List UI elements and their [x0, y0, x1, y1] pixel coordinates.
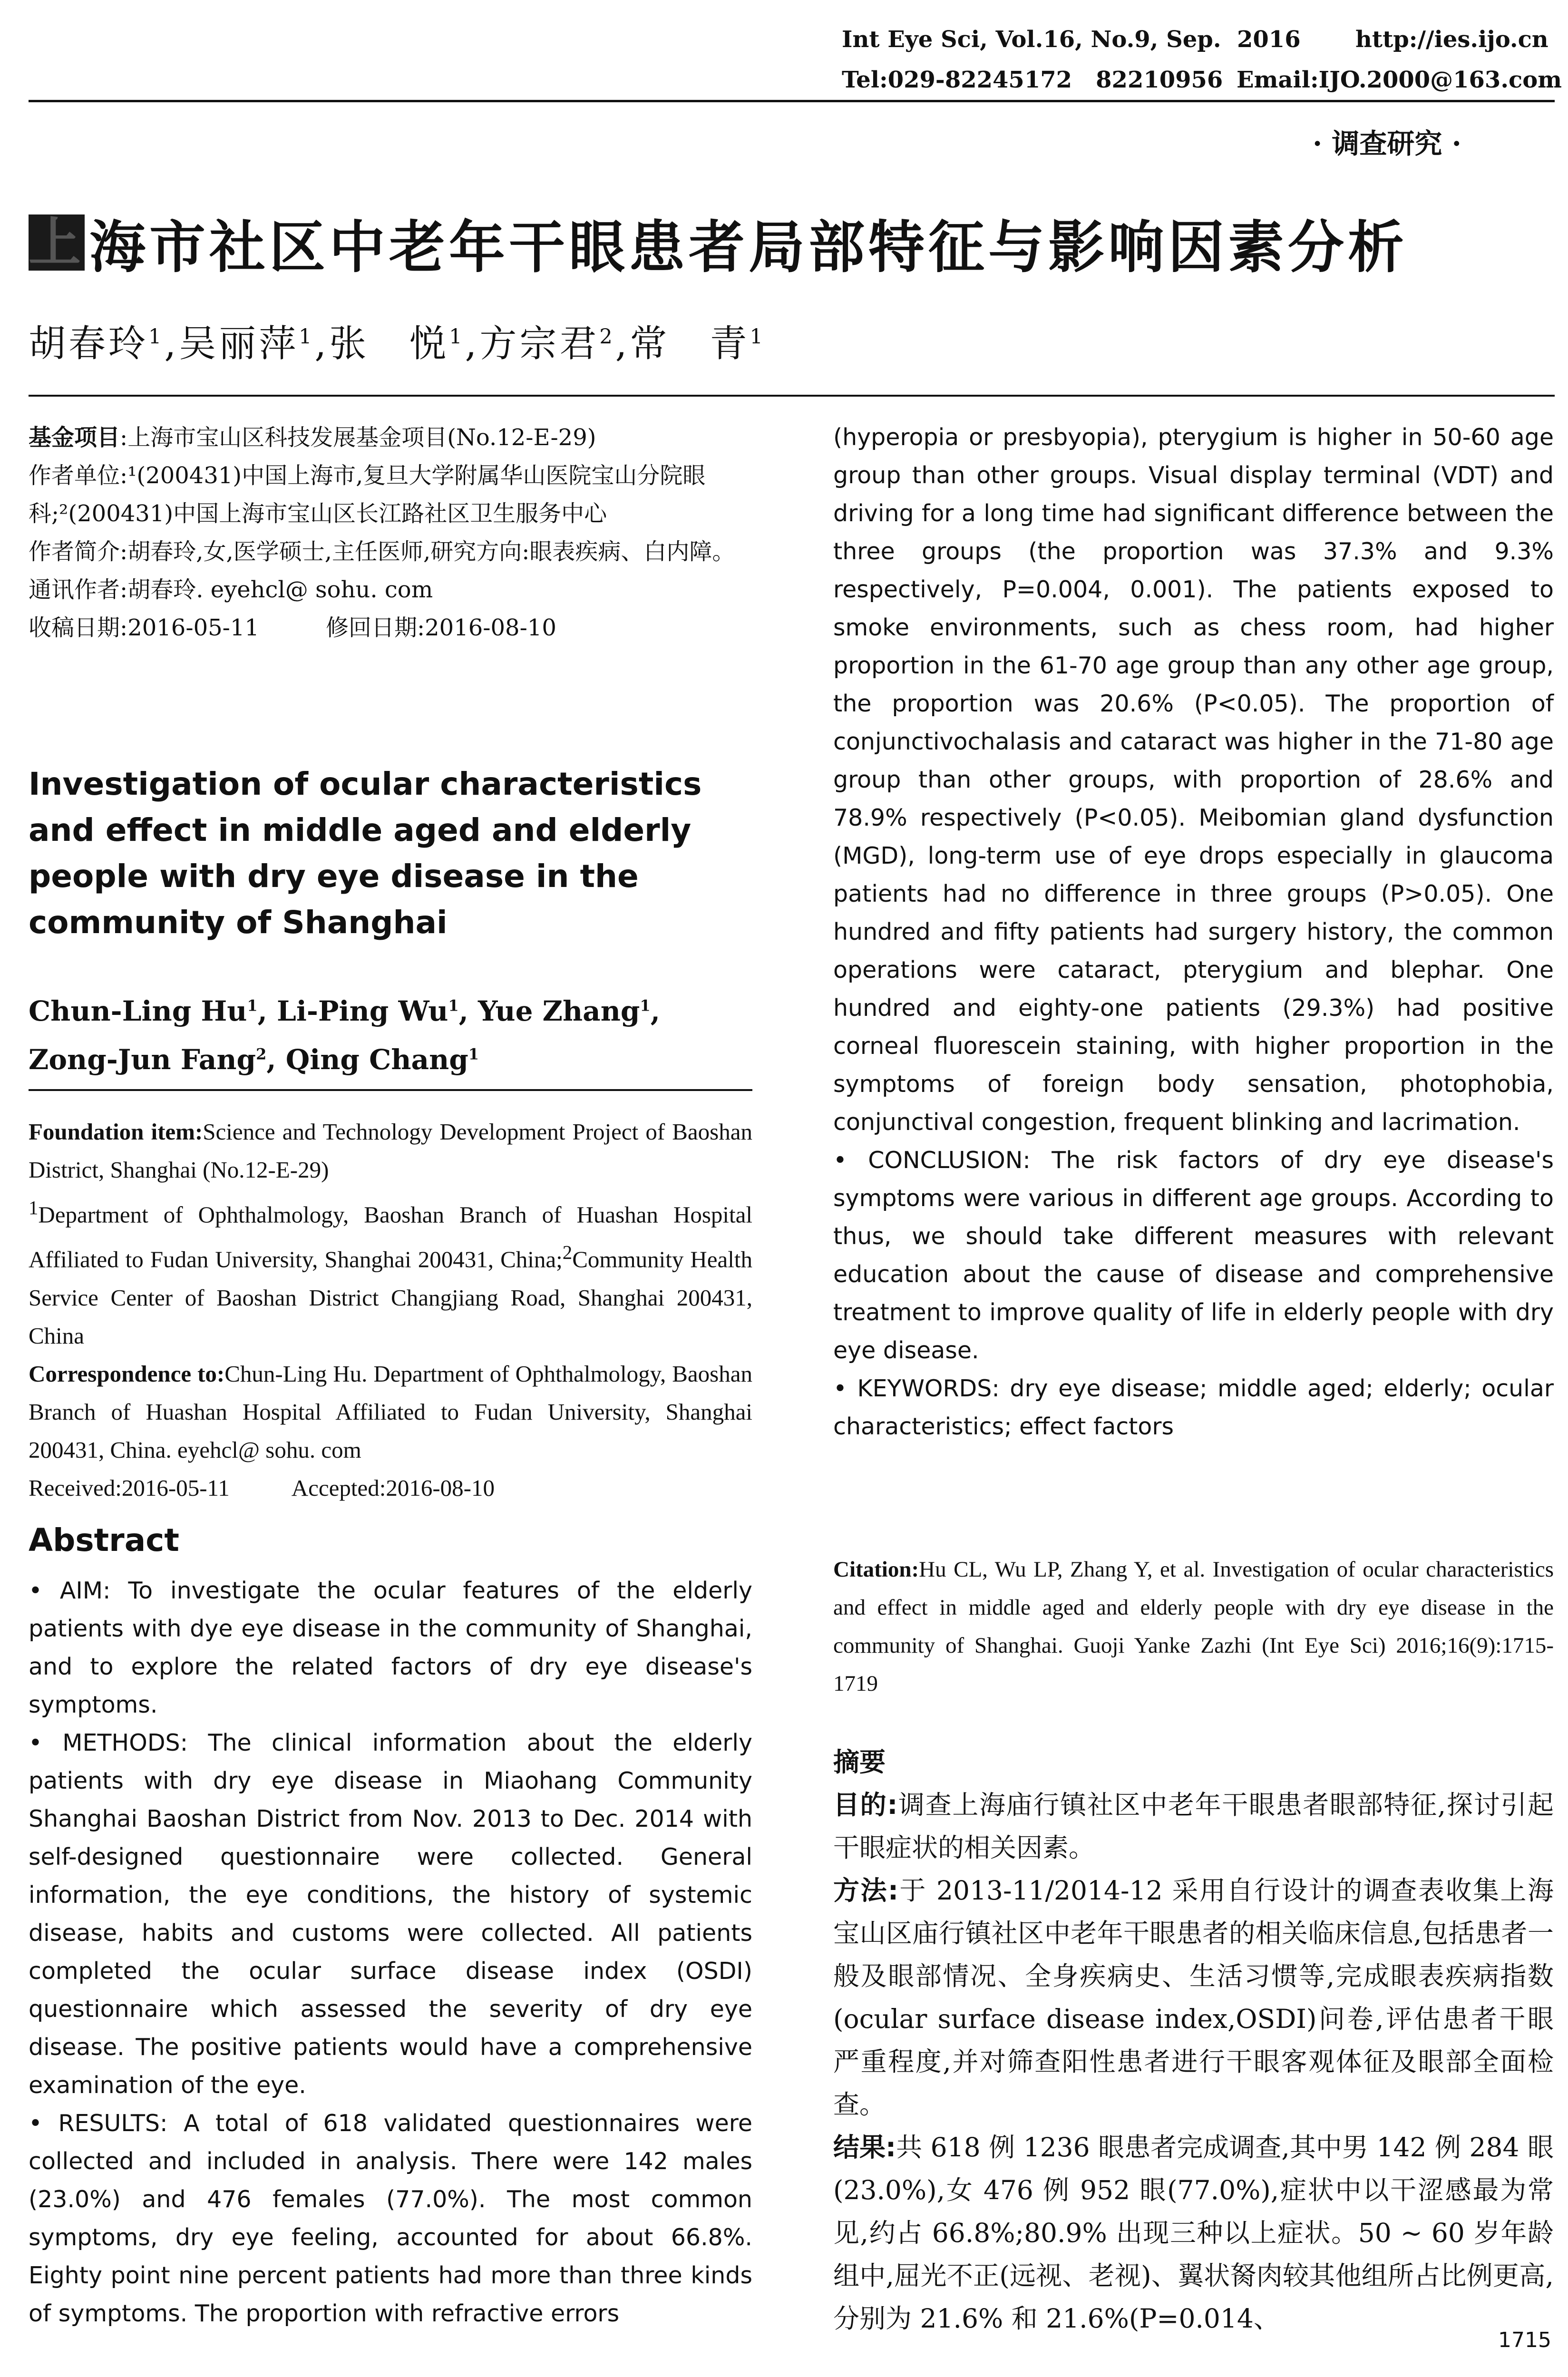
author-zh-sup-3: 2	[599, 325, 615, 349]
abstract-keywords: • KEYWORDS: dry eye disease; middle aged; elderly; ocular characteristics; effect factors	[833, 1375, 1554, 1440]
author-zh-1: 吴丽萍$^1$	[179, 322, 315, 365]
journal-tel: Tel:029-82245172 82210956	[842, 67, 1223, 93]
journal-email[interactable]: Email:IJO.2000@163.com	[1237, 67, 1562, 93]
section-tag: · 调查研究 ·	[1313, 127, 1461, 160]
author-en-sup-1: 1	[448, 997, 459, 1015]
foundation-en: Foundation item:Science and Technology Development Project of Baoshan District, Shanghai (No.12-E-29)	[29, 1119, 752, 1183]
author-en-sup-2: 1	[640, 997, 651, 1015]
author-en-2: Yue Zhang$^1$	[478, 995, 651, 1028]
dates-zh: 收稿日期:2016-05-11 修回日期:2016-08-10	[29, 614, 556, 641]
title-drop-cap: 上	[29, 212, 85, 273]
page-number: 1715	[1498, 2328, 1551, 2352]
title-en: Investigation of ocular characteristics and effect in middle aged and elderly people with dry eye disease in the community of Shanghai	[29, 766, 702, 941]
citation-label: Citation:	[833, 1557, 919, 1582]
foundation-zh: 基金项目:上海市宝山区科技发展基金项目(No.12-E-29)	[29, 424, 596, 451]
abstract-zh	[833, 1741, 1554, 2340]
abstract-zh-results: 结果:共 618 例 1236 眼患者完成调查,其中男 142 例 284 眼(23.0%),女 476 例 952 眼(77.0%),症状中以干涩感最为常见,约占 66.8%;80.9% 出现三种以上症状。50 ~ 60 岁年龄组中,屈光不正(远视、老视)、翼状胬肉较其他组所占比例更高,分别为 21.6% 和 21.6%(P=0.014、	[833, 2132, 1554, 2334]
author-en-sup-3: 2	[256, 1045, 267, 1063]
correspondence-en: Correspondence to:Chun-Ling Hu. Department of Ophthalmology, Baoshan Branch of Huashan Hospital Affiliated to Fudan University, Shanghai 200431, China. eyehcl@ sohu. com	[29, 1360, 752, 1463]
header-rule	[29, 100, 1555, 102]
page-title	[29, 202, 1408, 283]
unit-zh: 作者单位:¹(200431)中国上海市,复旦大学附属华山医院宝山分院眼科;²(200431)中国上海市宝山区长江路社区卫生服务中心	[29, 462, 706, 527]
author-zh-sup-0: 1	[148, 325, 165, 349]
dates-en: Received:2016-05-11 Accepted:2016-08-10	[29, 1474, 495, 1501]
authors-en: Chun-Ling Hu$^1$, Li-Ping Wu$^1$, Yue Zhang$^1$, Zong-Jun Fang$^2$, Qing Chang$^1$	[29, 995, 660, 1076]
info-rule	[29, 1089, 752, 1091]
author-en-4: Qing Chang$^1$	[285, 1043, 479, 1076]
author-zh-2: 张 悦$^1$	[329, 322, 465, 365]
abstract-aim: • AIM: To investigate the ocular features of the elderly patients with dye eye disease in the community of Shanghai, and to explore the related factors of dry eye disease's symptoms.	[29, 1577, 753, 1718]
journal-url[interactable]: http://ies.ijo.cn	[1355, 26, 1549, 53]
title-text: 海市社区中老年干眼患者局部特征与影响因素分析	[89, 214, 1408, 280]
citation-text: Hu CL, Wu LP, Zhang Y, et al. Investigation of ocular characteristics and effect in middle aged and elderly people with dry eye disease in the community of Shanghai. Guoji Yanke Zazhi (Int Eye Sci) 2016;16(9):1715-1719	[833, 1557, 1554, 1696]
author-zh-0: 胡春玲$^1$	[29, 322, 165, 365]
abstract-conclusion: • CONCLUSION: The risk factors of dry eye disease's symptoms were various in different age groups. According to thus, we should take different measures with relevant education about the cause of disease and comprehensive treatment to improve quality of life in elderly people with dry eye disease.	[833, 1147, 1554, 1364]
author-en-sup-0: 1	[247, 997, 258, 1015]
author-en-3: Zong-Jun Fang$^2$	[29, 1043, 267, 1076]
author-zh-4: 常 青$^1$	[630, 322, 766, 365]
author-zh-sup-2: 1	[449, 325, 465, 349]
abstract-heading: Abstract	[29, 1522, 179, 1559]
abstract-results-start: • RESULTS: A total of 618 validated questionnaires were collected and included in analysis. There were 142 males (23.0%) and 476 females (77.0%). The most common symptoms, dry eye feeling, accounted for about 66.8%. Eighty point nine percent patients had more than three kinds of symptoms. The proportion with refractive errors	[29, 2110, 752, 2327]
abstract-zh-methods: 方法:于 2013-11/2014-12 采用自行设计的调查表收集上海宝山区庙行镇社区中老年干眼患者的相关临床信息,包括患者一般及眼部情况、全身疾病史、生活习惯等,完成眼表疾病指数(ocular surface disease index,OSDI)问卷,评估患者干眼严重程度,并对筛查阳性患者进行干眼客观体征及眼部全面检查。	[833, 1875, 1554, 2120]
abstract-zh-aim: 目的:调查上海庙行镇社区中老年干眼患者眼部特征,探讨引起干眼症状的相关因素。	[833, 1790, 1554, 1863]
author-en-sup-4: 1	[468, 1045, 479, 1063]
abstract-methods: • METHODS: The clinical information about the elderly patients with dry eye disease in Miaohang Community Shanghai Baoshan District from Nov. 2013 to Dec. 2014 with self-designed questionnaire were collected. General information, the eye conditions, the history of systemic disease, habits and customs were collected. All patients completed the ocular surface disease index (OSDI) questionnaire which assessed the severity of dry eye disease. The positive patients would have a comprehensive examination of the eye.	[29, 1729, 753, 2099]
affiliations-en: $^1$Department of Ophthalmology, Baoshan Branch of Huashan Hospital Affiliated to Fudan University, Shanghai 200431, China;$^2$Community Health Service Center of Baoshan District Changjiang Road, Shanghai 200431, China	[29, 1197, 752, 1349]
author-zh-sup-1: 1	[299, 325, 315, 349]
author-zh-sup-4: 1	[750, 325, 766, 349]
author-en-0: Chun-Ling Hu$^1$	[29, 995, 258, 1028]
bio-zh: 作者简介:胡春玲,女,医学硕士,主任医师,研究方向:眼表疾病、白内障。	[29, 538, 735, 565]
author-zh-3: 方宗君$^2$	[479, 322, 615, 365]
abstract-results-cont: (hyperopia or presbyopia), pterygium is higher in 50-60 age group than other groups. Visual display terminal (VDT) and driving for a long time had significant difference between the three groups (the proportion was 37.3% and 9.3% respectively, P=0.004, 0.001). The patients exposed to smoke environments, such as chess room, had higher proportion in the 61-70 age group than any other age group, the proportion was 20.6% (P<0.05). The proportion of conjunctivochalasis and cataract was higher in the 71-80 age group than other groups, with proportion of 28.6% and 78.9% respectively (P<0.05). Meibomian gland dysfunction (MGD), long-term use of eye drops especially in glaucoma patients had no difference in three groups (P>0.05). One hundred and fifty patients had surgery history, the common operations were cataract, pterygium and blephar. One hundred and eighty-one patients (29.3%) had positive corneal fluorescein staining, with higher proportion in the symptoms of foreign body sensation, photophobia, conjunctival congestion, frequent blinking and lacrimation.	[833, 424, 1554, 1136]
abstract-en-right	[833, 419, 1554, 1446]
journal-info: Int Eye Sci, Vol.16, No.9, Sep. 2016	[842, 26, 1301, 53]
info-zh	[29, 419, 752, 647]
authors-zh: 胡春玲$^1$,吴丽萍$^1$,张 悦$^1$,方宗君$^2$,常 青$^1$	[29, 322, 766, 365]
info-en	[29, 1113, 752, 1507]
citation	[833, 1550, 1554, 1703]
title-rule	[29, 395, 1555, 397]
corr-zh: 通讯作者:胡春玲. eyehcl@ sohu. com	[29, 576, 433, 603]
abstract-zh-heading: 摘要	[833, 1747, 886, 1777]
author-en-1: Li-Ping Wu$^1$	[277, 995, 459, 1028]
abstract-en-left	[29, 1572, 752, 2333]
